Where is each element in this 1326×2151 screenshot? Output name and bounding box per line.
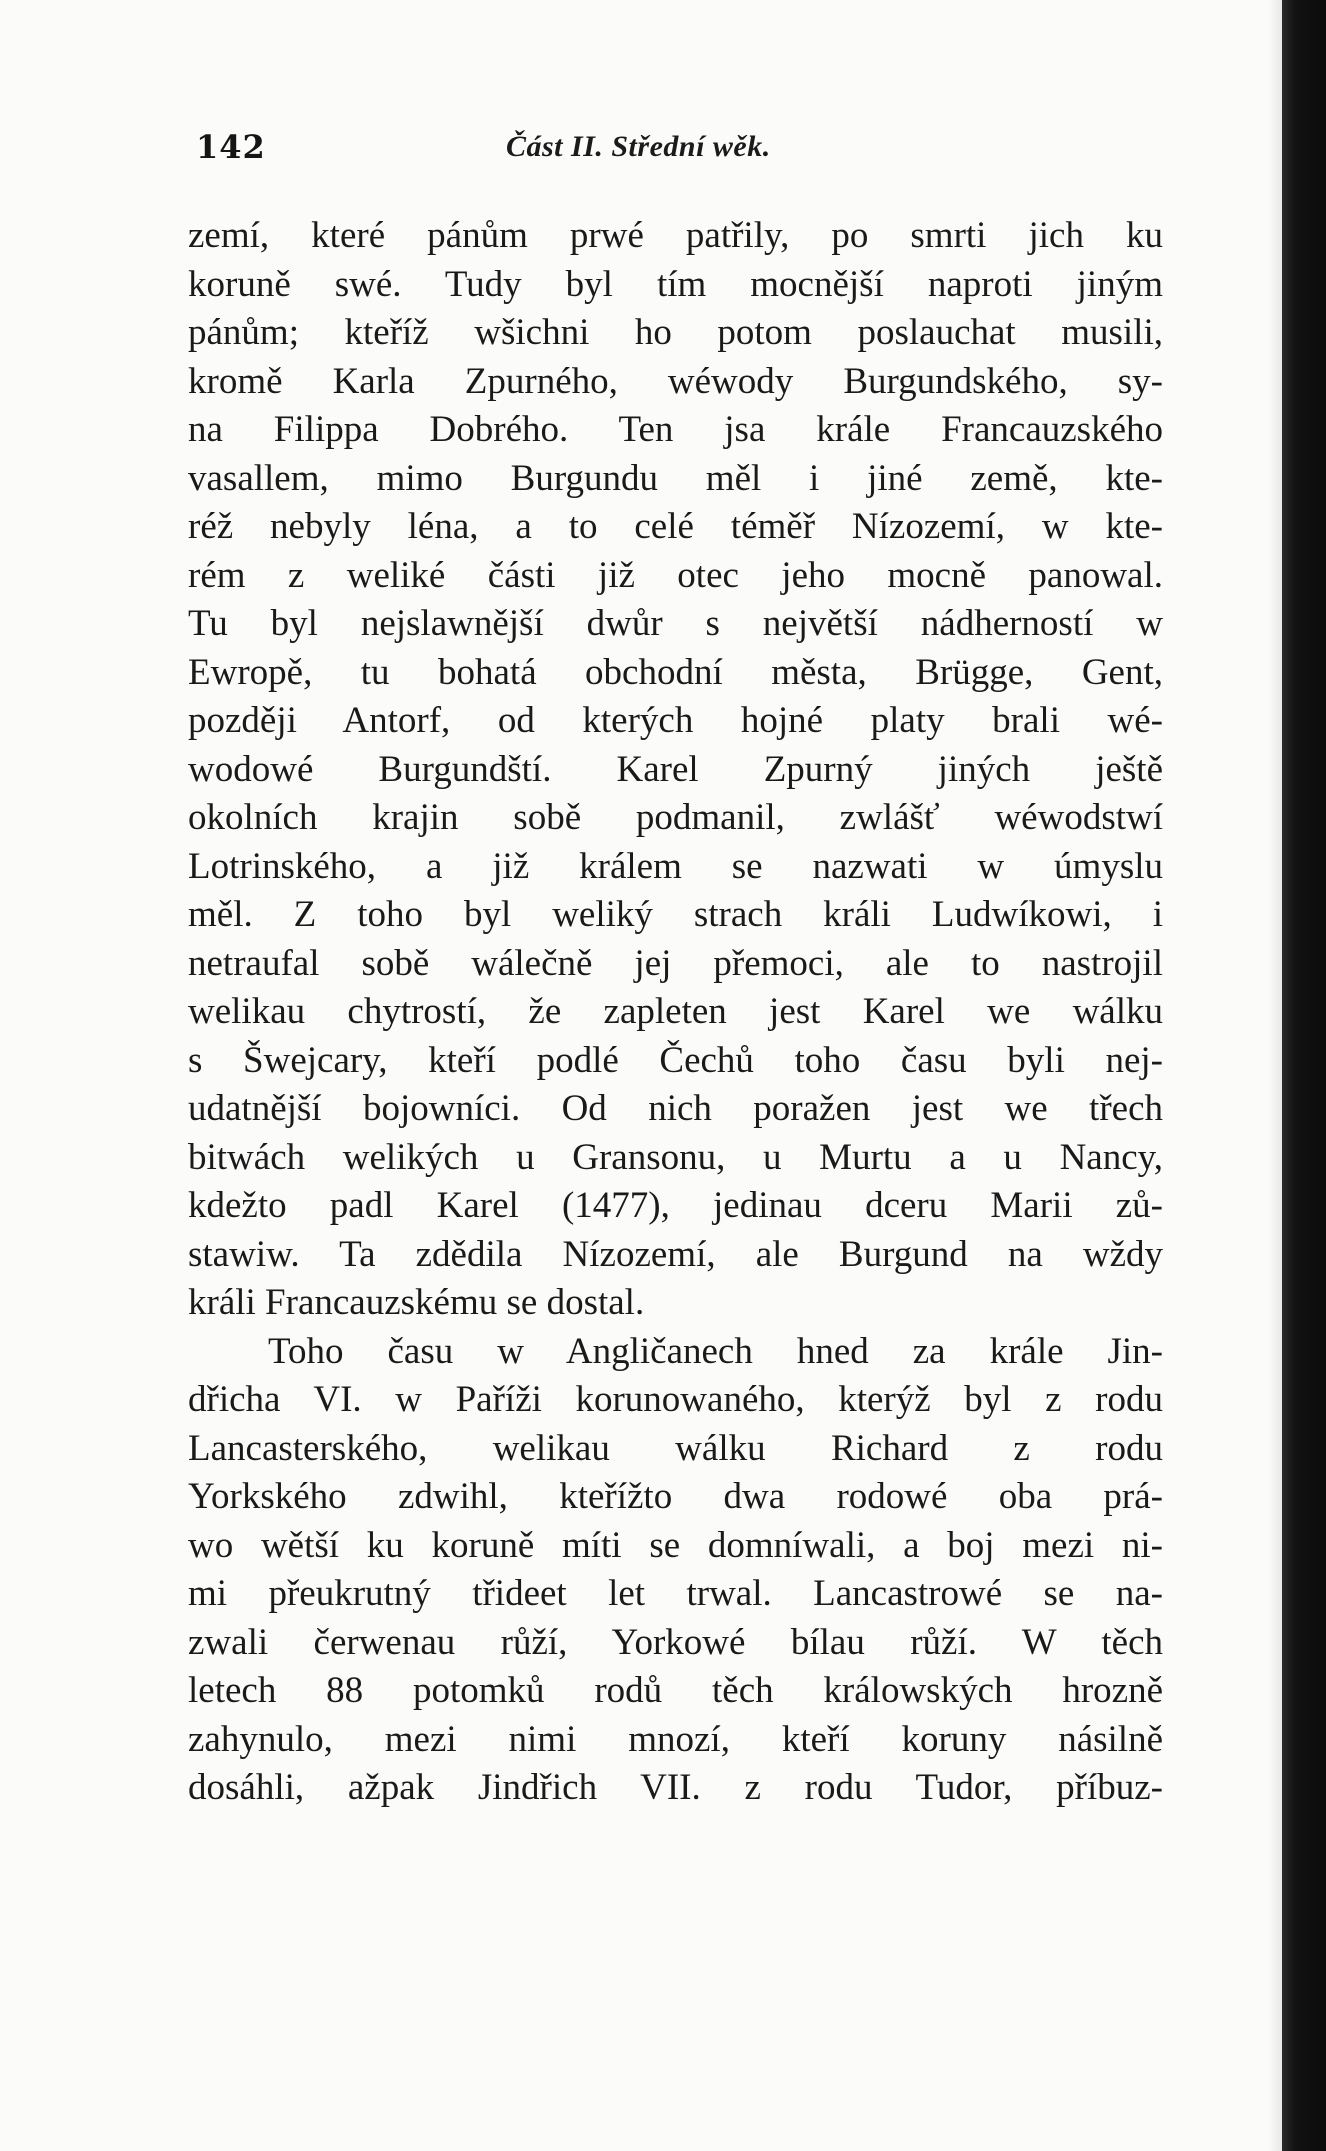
text-line: okolních krajin sobě podmanil, zwlášť wéwodstwí — [188, 797, 1163, 838]
text-line: welikau chytrostí, že zapleten jest Karel we wálku — [188, 991, 1163, 1032]
text-line: Lancasterského, welikau wálku Richard z rodu — [188, 1427, 1163, 1469]
text-line: s Šwejcary, kteří podlé Čechů toho času byli nej- — [188, 1039, 1163, 1081]
body-text — [188, 212, 1163, 1813]
text-line: réž nebyly léna, a to celé téměř Nízozemí, w kte- — [188, 506, 1163, 547]
scan-dark-edge — [1282, 0, 1326, 2151]
page-gutter-shadow — [1268, 0, 1282, 2151]
text-line: bitwách welikých u Gransonu, u Murtu a u Nancy, — [188, 1136, 1163, 1178]
text-line: na Filippa Dobrého. Ten jsa krále Francauzského — [188, 409, 1163, 450]
text-line: vasallem, mimo Burgundu měl i jiné země, kte- — [188, 457, 1163, 499]
text-line: později Antorf, od kterých hojné platy brali wé- — [188, 700, 1163, 741]
text-line: Yorkského zdwihl, kteřížto dwa rodowé oba prá- — [188, 1476, 1163, 1517]
text-line: zwali čerwenau růží, Yorkowé bílau růží. W těch — [188, 1621, 1163, 1663]
text-line: rém z weliké části již otec jeho mocně panowal. — [188, 554, 1163, 596]
text-line: Ewropě, tu bohatá obchodní města, Brügge, Gent, — [188, 651, 1163, 693]
text-line: udatnější bojowníci. Od nich poražen jest we třech — [188, 1088, 1163, 1129]
text-line: dosáhli, ažpak Jindřich VII. z rodu Tudor, příbuz- — [188, 1767, 1163, 1808]
text-line: Tu byl nejslawnější dwůr s největší nádherností w — [188, 603, 1163, 644]
text-line: zahynulo, mezi nimi mnozí, kteří koruny násilně — [188, 1718, 1163, 1760]
running-head: Část II. Střední wěk. — [506, 130, 771, 163]
text-line: kdežto padl Karel (1477), jedinau dceru Marii zů- — [188, 1185, 1163, 1226]
paragraph-first-line: Toho času w Angličanech hned za krále Jin- — [268, 1330, 1163, 1372]
page-header — [196, 128, 1176, 176]
text-line: stawiw. Ta zdědila Nízozemí, ale Burgund na wždy — [188, 1233, 1163, 1275]
page-number: 142 — [196, 128, 266, 166]
text-line: wodowé Burgundští. Karel Zpurný jiných ještě — [188, 748, 1163, 790]
text-line: mi přeukrutný třideet let trwal. Lancastrowé se na- — [188, 1573, 1163, 1614]
text-line: letech 88 potomků rodů těch králowských hrozně — [188, 1670, 1163, 1711]
text-line: koruně swé. Tudy byl tím mocnější naproti jiným — [188, 263, 1163, 305]
text-line: netraufal sobě wálečně jej přemoci, ale to nastrojil — [188, 942, 1163, 984]
text-line: Lotrinského, a již králem se nazwati w úmyslu — [188, 845, 1163, 887]
text-line: zemí, které pánům prwé patřily, po smrti jich ku — [188, 215, 1163, 256]
text-line: wo wětší ku koruně míti se domníwali, a boj mezi ni- — [188, 1524, 1163, 1566]
paragraph-last-line: králi Francauzskému se dostal. — [188, 1282, 645, 1323]
text-line: kromě Karla Zpurného, wéwody Burgundského, sy- — [188, 360, 1163, 402]
text-line: pánům; kteříž wšichni ho potom poslauchat musili, — [188, 312, 1163, 353]
text-line: dřicha VI. w Paříži korunowaného, kterýž byl z rodu — [188, 1379, 1163, 1420]
text-line: měl. Z toho byl weliký strach králi Ludwíkowi, i — [188, 894, 1163, 935]
